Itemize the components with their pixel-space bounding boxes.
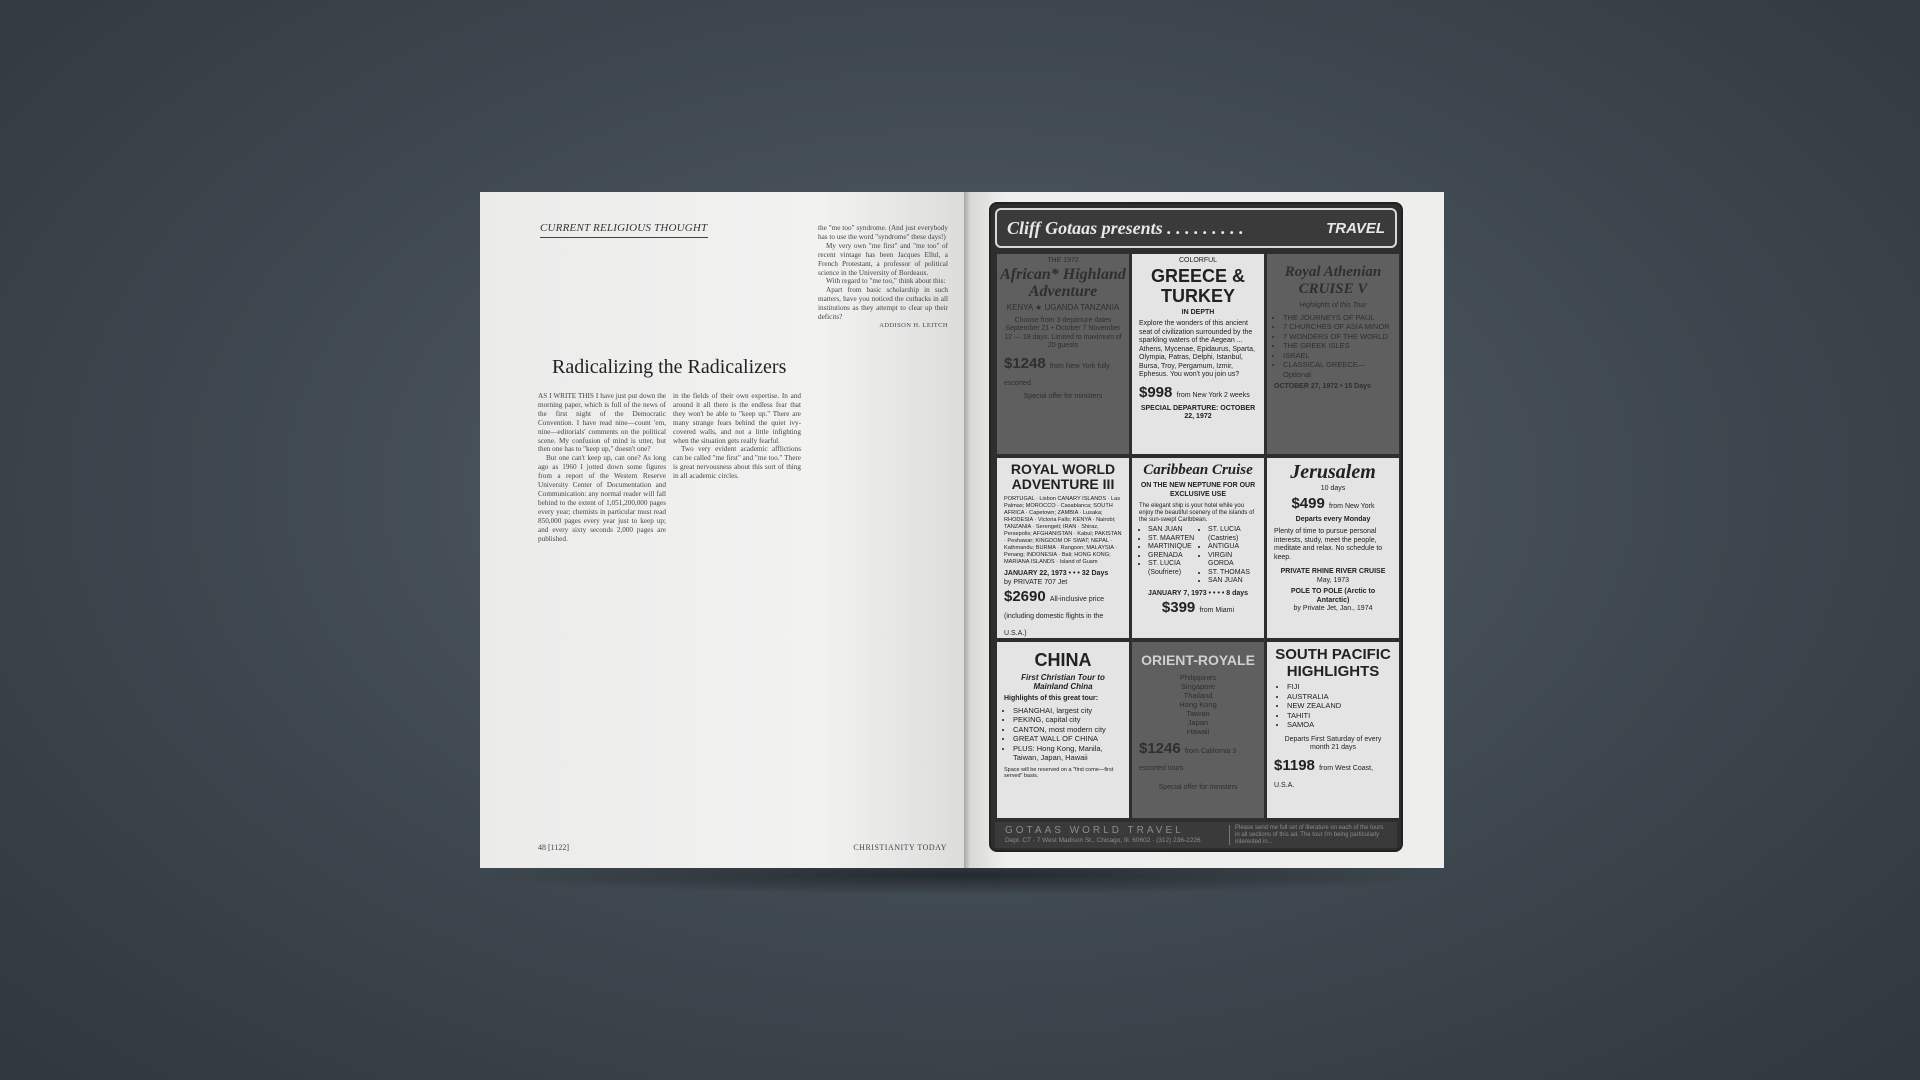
article-column-3 [818, 224, 948, 840]
list-item: • NEW ZEALAND [1287, 701, 1393, 711]
column-paragraph: in the fields of their own expertise. In and around it all there is the endless fear that they won't be able to "keep up." There are many strange fears behind the quiet ivy-covered walls, and not a little infighting when the situation gets really fearful. [673, 392, 801, 445]
tile-list [1267, 682, 1399, 730]
tile-list [1267, 313, 1399, 380]
article-column-1 [538, 392, 666, 840]
tile-extra-date: by Private Jet, Jan., 1974 [1293, 605, 1373, 612]
tile-price-note: from New York 2 weeks [1176, 391, 1250, 399]
ad-header [995, 208, 1397, 248]
footer-divider [1229, 825, 1230, 845]
tile-royal-world [997, 458, 1129, 638]
column-paragraph: But one can't keep up, can one? As long ago as 1960 I jotted down some figures from a report of the Western Reserve University Center of Documentation and Communication: any normal reader will fall behind to the extent of 1,051,200,000 pages every year; chemists in particular must read 850,000 pages every year just to keep up; and every sixty seconds 2,000 pages are published. [538, 454, 666, 543]
tile-foot: SPECIAL DEPARTURE: OCTOBER 22, 1972 [1140, 404, 1256, 420]
tile-title: Royal Athenian CRUISE V [1284, 264, 1382, 297]
list-item: • ST. MAARTEN [1148, 535, 1199, 544]
right-page [967, 192, 1444, 868]
list-item: Japan [1187, 718, 1209, 727]
list-item: • ST. LUCIA (Soufriere) [1148, 560, 1199, 577]
ad-presents-text: Cliff Gotaas presents . . . . . . . . . [1007, 218, 1244, 238]
tile-price [1132, 736, 1264, 774]
tile-dates: JANUARY 22, 1973 • • • 32 Days [1004, 570, 1109, 577]
ad-travel-text: TRAVEL [1326, 220, 1385, 237]
tile-ports [1132, 524, 1264, 586]
tile-title: African* Highland Adventure [1000, 266, 1126, 300]
column-paragraph: the "me too" syndrome. (And just everybody has to use the word "syndrome" these days!) [818, 224, 948, 241]
list-item: • ANTIGUA [1208, 543, 1257, 552]
column-paragraph: With regard to "me too," think about this: [826, 277, 946, 286]
list-item: • SAN JUAN [1148, 526, 1199, 535]
travel-advertisement [989, 202, 1403, 852]
tile-kicker: COLORFUL [1178, 257, 1218, 264]
tile-price-value: $1198 [1274, 756, 1315, 774]
list-item: • SHANGHAI, largest city [1013, 706, 1123, 716]
tile-price [1132, 380, 1264, 401]
tile-price-note: from West Coast, U.S.A. [1274, 764, 1374, 789]
list-item: • PLUS: Hong Kong, Manila, Taiwan, Japan, Hawaii [1013, 744, 1123, 763]
tile-title-suffix: IN DEPTH [1181, 309, 1215, 316]
tile-foot: Special offer for ministers [1023, 392, 1103, 400]
tile-foot: Space will be reserved on a "first come—first served" basis. [1004, 766, 1114, 779]
page-gutter [964, 192, 970, 868]
tile-price [1267, 494, 1399, 512]
tile-south-pacific [1267, 642, 1399, 818]
list-item: • FIJI [1287, 682, 1393, 692]
tile-price-note: from Miami [1199, 607, 1235, 614]
list-item: • SAN JUAN [1208, 577, 1257, 586]
tile-title: ORIENT-ROYALE [1141, 652, 1255, 668]
article-column-2 [673, 392, 801, 840]
footer-address: Dept. CT · 7 West Madison St., Chicago, Ill. 60602 · (312) 236-2226 [1005, 837, 1201, 844]
tile-body: Departs First Saturday of every month 21 days [1284, 735, 1382, 751]
list-item: • TAHITI [1287, 711, 1393, 721]
list-item: Hawaii [1186, 727, 1210, 736]
tile-sub: KENYA ★ UGANDA TANZANIA [1006, 303, 1120, 312]
tile-price-value: $399 [1161, 599, 1196, 616]
tile-price [1267, 753, 1399, 791]
column-paragraph: Apart from basic scholarship in such matters, have you noticed the cutbacks in all institutions as they attempt to clear up their deficits? [818, 286, 948, 322]
tile-price [997, 587, 1129, 639]
list-item: • AUSTRALIA [1287, 692, 1393, 702]
tile-title: Caribbean Cruise [1143, 462, 1253, 478]
tile-greece-turkey [1132, 254, 1264, 454]
tile-kicker: THE 1972 [1047, 257, 1079, 264]
list-item: Taiwan [1186, 709, 1210, 718]
tile-price-value: $1246 [1139, 740, 1181, 757]
tile-foot: OCTOBER 27, 1972 • 15 Days [1274, 383, 1371, 390]
tile-body-head: Departs every Monday [1295, 515, 1371, 523]
list-item: • THE GREEK ISLES [1283, 341, 1393, 351]
list-item: • GREAT WALL OF CHINA [1013, 734, 1123, 744]
list-item: • SAMOA [1287, 720, 1393, 730]
list-item: Singapore [1180, 682, 1216, 691]
footer-coupon: Please send me full set of literature on each of the tours in all sections of this ad. The tour I'm being particularly interested in... [1235, 825, 1384, 845]
page-folio: 48 [1122] [538, 843, 570, 852]
tile-sub: Highlights of this Tour [1299, 302, 1367, 309]
tile-body-head: Highlights of this great tour: [1004, 695, 1099, 702]
section-label: CURRENT RELIGIOUS THOUGHT [540, 222, 708, 234]
column-paragraph: Two very evident academic afflictions can be called "me first" and "me too." There is great nervousness about this sort of thing in all academic circles. [673, 445, 801, 481]
tile-price-note: from California 3 escorted tours [1139, 748, 1237, 772]
list-item: • ST. THOMAS [1208, 569, 1257, 578]
tile-price-value: $998 [1139, 383, 1173, 401]
list-item: • 7 WONDERS OF THE WORLD [1283, 332, 1393, 342]
article-title: Radicalizing the Radicalizers [552, 356, 787, 378]
tile-extra: POLE TO POLE (Arctic to Antarctic) [1290, 588, 1376, 604]
tile-title: Jerusalem [1290, 461, 1376, 483]
tile-body: PORTUGAL · Lisbon CANARY ISLANDS · Las Palmas; MOROCCO · Casablanca; SOUTH AFRICA · Capetown; ZAMBIA · Lusaka; RHODESIA · Victoria Falls; KENYA · Nairobi; TANZANIA · Serengeti; IRAN · Shiraz, Persepolis; AFGHANISTAN · Kabul; PAKISTAN · Peshawar; KINGDOM OF SWAT; NEPAL · Kathmandu; BURMA · Rangoon; MALAYSIA · Penang; INDONESIA · Bali; HONG KONG; MARIANA ISLANDS · Island of Guam [1004, 496, 1122, 565]
left-page [480, 192, 967, 868]
column-paragraph: My very own "me first" and "me too" of recent vintage has been Jacques Ellul, a French Protestant, a professor of political science in the University of Bordeaux. [818, 241, 948, 277]
list-item: • CANTON, most modern city [1013, 725, 1123, 735]
list-item: Hong Kong [1179, 700, 1217, 709]
tile-body: Explore the wonders of this ancient seat of civilization surrounded by the sparkling waters of the Aegean ... Athens, Mycenae, Epidaurus, Sparta, Olympia, Patras, Delphi, Istanbul, Bursa, Troy, Pergamum, Izmir, Ephesus. You won't you join us? [1139, 320, 1255, 378]
list-item: Philippines [1179, 673, 1217, 682]
tile-extra-date: May, 1973 [1316, 576, 1350, 584]
tile-china [997, 642, 1129, 818]
tile-price-note: from New York fully escorted [1004, 362, 1110, 387]
tile-price [1132, 598, 1264, 616]
list-item: • PEKING, capital city [1013, 715, 1123, 725]
footer-company: GOTAAS WORLD TRAVEL [1005, 825, 1184, 836]
tile-caribbean-cruise [1132, 458, 1264, 638]
tile-price-value: $2690 [1004, 588, 1046, 605]
tile-sub: ON THE NEW NEPTUNE FOR OUR EXCLUSIVE USE [1140, 482, 1256, 498]
column-paragraph: AS I WRITE THIS I have just put down the morning paper, which is full of the news of the first night of the Democratic Convention. I have read nine—count 'em, nine—editorials' comments on the political scene. My confusion of mind is utter, but then one has to "keep up," doesn't one? [538, 392, 666, 454]
list-item: • THE JOURNEYS OF PAUL [1283, 313, 1393, 323]
tile-price [997, 351, 1129, 389]
tile-body: The elegant ship is your hotel while you enjoy the beautiful scenery of the islands of the sun-swept Caribbean. [1139, 503, 1255, 523]
tile-body: Plenty of time to pursue personal interests, study, meet the people, meditate and relax. No schedule to keep. [1274, 528, 1383, 561]
list-item: • GRENADA [1148, 552, 1199, 561]
tile-title: ROYAL WORLD ADVENTURE III [1010, 461, 1116, 492]
ports-right [1199, 526, 1257, 586]
tile-body: Choose from 3 departure dates September 21 • October 7 November 12 — 18 days. Limited to maximum of 20 guests [1004, 316, 1122, 349]
tile-sub: 10 days [1320, 485, 1346, 492]
author-signature: ADDISON H. LEITCH [879, 321, 948, 329]
list-item: • CLASSICAL GREECE—Optional [1283, 360, 1393, 379]
tile-foot: Special offer for ministers [1158, 784, 1238, 791]
tile-title: SOUTH PACIFIC HIGHLIGHTS [1275, 646, 1391, 680]
tile-price-value: $499 [1291, 494, 1325, 512]
tile-price-value: $1248 [1004, 354, 1046, 372]
tile-via: by PRIVATE 707 Jet [1004, 578, 1068, 586]
running-head: CHRISTIANITY TODAY [853, 843, 947, 852]
tile-extra: PRIVATE RHINE RIVER CRUISE [1280, 568, 1386, 575]
list-item: • 7 CHURCHES OF ASIA MINOR [1283, 322, 1393, 332]
ad-footer [995, 822, 1397, 848]
tile-orient-royale [1132, 642, 1264, 818]
magazine-spread [480, 192, 1444, 868]
tile-price-note: All-inclusive price (including domestic flights in the U.S.A.) [1004, 596, 1104, 637]
ports-left [1139, 526, 1199, 586]
list-item: Thailand [1183, 691, 1213, 700]
tile-title: GREECE & TURKEY [1150, 266, 1246, 306]
tile-jerusalem [1267, 458, 1399, 638]
list-item: • MARTINIQUE [1148, 543, 1199, 552]
tile-african-adventure [997, 254, 1129, 454]
tile-dates: JANUARY 7, 1973 • • • • 8 days [1147, 589, 1249, 597]
tile-royal-athenian [1267, 254, 1399, 454]
list-item: • ISRAEL [1283, 351, 1393, 361]
list-item: • VIRGIN GORDA [1208, 552, 1257, 569]
list-item: • ST. LUCIA (Castries) [1208, 526, 1257, 543]
tile-title: CHINA [1034, 650, 1092, 670]
tile-list [997, 706, 1129, 763]
tile-list [1132, 669, 1264, 736]
section-rule [540, 237, 708, 238]
tile-price-note: from New York [1329, 502, 1375, 510]
tile-sub: First Christian Tour to Mainland China [1021, 673, 1105, 691]
